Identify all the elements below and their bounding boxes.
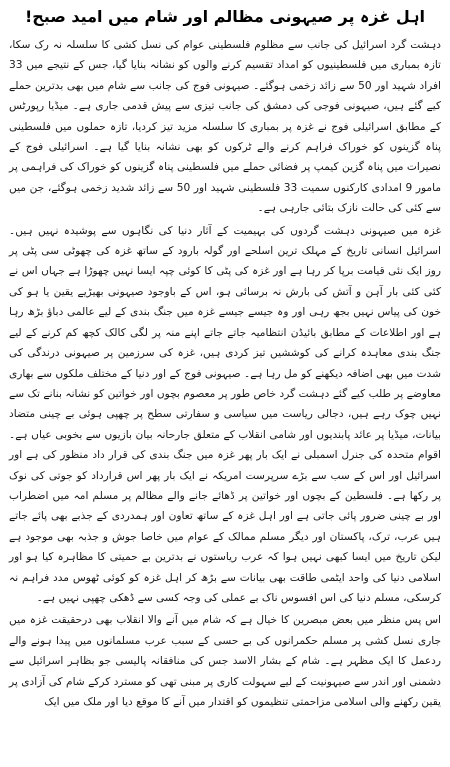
article-paragraph-1: دہشت گرد اسرائیل کی جانب سے مظلوم فلسطینی عوام کی نسل کشی کا سلسلہ نہ رک سکا، تازہ بمباری میں فلسطینیوں کو امداد تقسیم کرنے والوں کو نشانہ بنایا گیا، جس کے نتیجے میں 33 افراد شہید اور 50 سے زائد زخمی ہوگئے۔ صیہونی فوج کی جانب سے شام میں بھی بدترین حملے کیے گئے ہیں، صیہونی فوجی کی دمشق کی جانب تیزی سے پیش قدمی جاری ہے۔ میڈیا رپورٹس کے مطابق اسرائیلی فوج نے غزہ پر بمباری کا سلسلہ مزید تیز کردیا، تازہ حملوں میں فلسطینی پناہ گزینوں کو خوراک فراہم کرنے والے ٹرکوں کو بھی نشانہ بنایا گیا ہے۔ اسرائیلی فوج کے نصیرات میں پناہ گزین کیمپ پر فضائی حملے میں فلسطینی پناہ گزینوں کو خوراک کی فراہمی پر مامور 9 امدادی کارکنوں سمیت 33 فلسطینی شہید اور 50 سے زائد شدید زخمی ہوگئے، جن میں سے کئی کی حالت نازک بتائی جارہی ہے۔ (9, 39, 441, 215)
article-paragraph-2: غزہ میں صیہونی دہشت گردوں کی بہیمیت کے آثار دنیا کی نگاہوں سے پوشیدہ نہیں ہیں۔ اسرائیل انسانی تاریخ کے مہلک ترین اسلحے اور گولہ بارود کے ساتھ غزہ کی چھوٹی سی پٹی پر روز ایک نئی قیامت برپا کر رہا ہے اور غزہ کی پٹی کا کوئی چپہ ایسا نہیں چھوڑا ہے جہاں اس نے کئی کئی بار آہن و آتش کی بارش نہ برسائی ہو، اس کے باوجود صیہونی بھیڑیے یقین یا ہو کی خون کی پیاس نہیں بجھ رہی اور وہ جیسے جیسے غزہ میں جنگ بندی کے لیے عالمی دباؤ بڑھ رہا ہے اور اطلاعات کے مطابق بائیڈن انتظامیہ جاتے جاتے اپنے منہ پر لگی کالک کچھ کم کرنے کے لیے جنگ بندی معاہدہ کرانے کی کوششیں تیز کردی ہیں، غزہ کی سرزمین پر صیہونی درندگی کی شدت میں بھی اضافہ دیکھنے کو مل رہا ہے۔ صیہونی فوج کے اور دنیا کے مختلف ملکوں سے بھاری معاوضے پر طلب کیے گئے دہشت گرد خاص طور پر معصوم بچوں اور خواتین کو نشانہ بنانے تک سے نہیں چوک رہے ہیں، دجالی ریاست میں سیاسی و سفارتی سطح پر چھپی ہوئی بے چینی متضاد بیانات، میڈیا پر عائد پابندیوں اور شامی انقلاب کے متعلق جارحانہ بیان بازیوں سے بخوبی عیاں ہے۔ اقوام متحدہ کی جنرل اسمبلی نے ایک بار پھر غزہ میں جنگ بندی کی قرار داد منظور کی ہے اور اسرائیل اور اس کے سب سے بڑے سرپرست امریکہ نے ایک بار پھر اس قرارداد کو جوتی کی نوک پر رکھا ہے۔ فلسطین کے بچوں اور خواتین پر ڈھائے جانے والے مظالم پر مسلم امہ میں اضطراب اور بے چینی ضرور پائی جاتی ہے اور اہل غزہ کے ساتھ تعاون اور ہمدردی کے جذبے بھی پائے جاتے ہیں عرب، ترک، پاکستان اور دیگر مسلم ممالک کے عوام میں خاصا جوش و جذبہ بھی موجود ہے لیکن تاریخ میں ایسا کبھی نہیں ہوا کہ عرب ریاستوں نے بدترین بے حمیتی کا مظاہرہ کیا ہو اور اسلامی دنیا کی واحد ایٹمی طاقت بھی بیانات سے بڑھ کر اہل غزہ کو کوئی ٹھوس مدد فراہم نہ کرسکی، مسلم دنیا کی اس افسوس ناک بے عملی کی وجہ کسی سے ڈھکی چھپی نہیں ہے۔ (9, 224, 441, 604)
article-headline: اہل غزہ پر صیہونی مظالم اور شام میں امید صبح! (24, 7, 426, 26)
article-paragraph-3: اس پس منظر میں بعض مبصرین کا خیال ہے کہ شام میں آنے والا انقلاب بھی درحقیقت غزہ میں جاری نسل کشی پر مسلم حکمرانوں کی بے حسی کے سبب عرب مسلمانوں میں پیدا ہونے والے ردعمل کا ایک مظہر ہے۔ شام کے بشار الاسد جس کی منافقانہ پالیسی جو بظاہر اسرائیل سے دشمنی اور اندر سے صیہونیت کے لیے سہولت کاری پر مبنی تھی کو مسترد کرکے شام کی آزادی پر یقین رکھنے والی اسلامی مزاحمتی تنظیموں کو اقتدار میں آنے کا موقع دیا اور ملک میں ایک (9, 614, 441, 708)
